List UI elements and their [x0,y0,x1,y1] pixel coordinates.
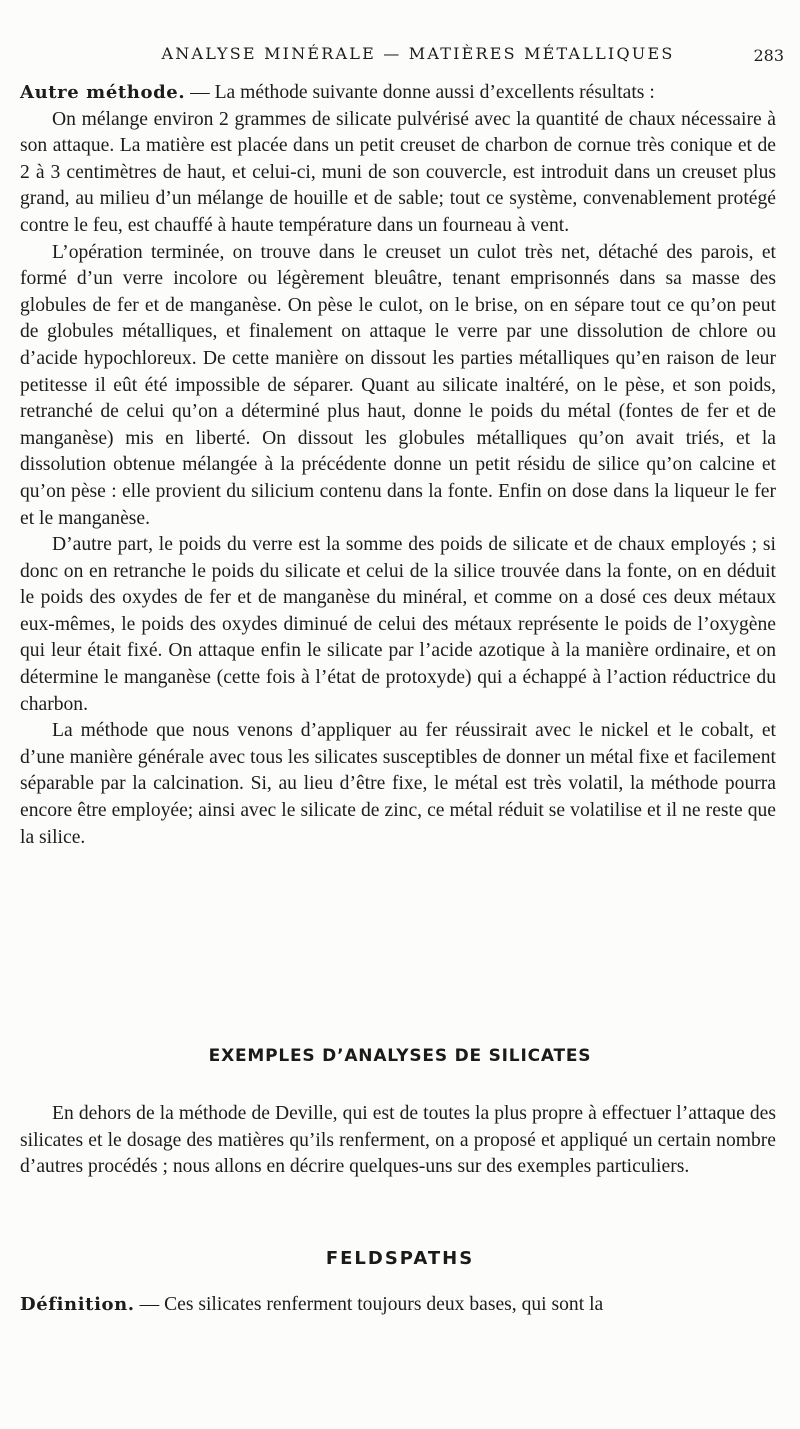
section-autre-methode [20,80,776,851]
section-heading-exemples: EXEMPLES D’ANALYSES DE SILICATES [208,1046,592,1066]
run-in-heading: Définition. [20,1294,135,1315]
section-heading-feldspaths: FELDSPATHS [325,1248,475,1269]
page-number: 283 [753,46,784,65]
section-feldspaths [20,1292,776,1319]
running-title: ANALYSE MINÉRALE — MATIÈRES MÉTALLIQUES [161,44,675,63]
paragraph [20,80,776,107]
paragraph: L’opération terminée, on trouve dans le creuset un culot très net, détaché des parois, et formé d’un verre incolore ou légèrement bleuâtre, tenant emprisonnés dans sa masse des globules de fer et de manganèse. On pèse le culot, on le brise, on en sépare tout ce qu’on peut de globules métalliques, et finalement on attaque le verre par une dissolution de chlore ou d’acide hypochloreux. De cette manière on dissout les parties métalliques qu’en raison de leur petitesse il eût été impossible de séparer. Quant au silicate inaltéré, on le pèse, et son poids, retranché de celui qu’on a déterminé plus haut, donne le poids du métal (fontes de fer et de manganèse) mis en liberté. On dissout les globules métalliques qu’on avait triés, et la dissolution obtenue mélangée à la précédente donne un petit résidu de silice qu’on calcine et qu’on pèse : elle provient du silicium contenu dans la fonte. Enfin on dose dans la liqueur le fer et le manganèse. [20,241,776,529]
paragraph [20,1292,776,1319]
paragraph-text: — Ces silicates renferment toujours deux bases, qui sont la [134,1294,604,1315]
paragraph: La méthode que nous venons d’appliquer au fer réussirait avec le nickel et le cobalt, et d’une manière générale avec tous les silicates susceptibles de donner un métal fixe et facilement séparable par la calcination. Si, au lieu d’être fixe, le métal est très volatil, la méthode pourra encore être employée; ainsi avec le silicate de zinc, ce métal réduit se volatilise et il ne reste que la silice. [20,720,776,848]
paragraph-text: — La méthode suivante donne aussi d’excellents résultats : [185,82,655,103]
section-exemples [20,1101,776,1181]
run-in-heading: Autre méthode. [20,82,186,103]
running-head [20,42,784,70]
paragraph: On mélange environ 2 grammes de silicate pulvérisé avec la quantité de chaux nécessaire à son attaque. La matière est placée dans un petit creuset de charbon de cornue très conique et de 2 à 3 centimètres de haut, et celui-ci, muni de son couvercle, est introduit dans un creuset plus grand, au milieu d’un mélange de houille et de sable; tout ce système, convenablement protégé contre le feu, est chauffé à haute température dans un fourneau à vent. [20,108,776,236]
paragraph: D’autre part, le poids du verre est la somme des poids de silicate et de chaux employés ; si donc on en retranche le poids du silicate et celui de la silice trouvée dans la fonte, on en déduit le poids des oxydes de fer et de manganèse du minéral, et comme on a dosé ces deux métaux eux-mêmes, le poids des oxydes diminué de celui des métaux représente le poids de l’oxygène qui leur était fixé. On attaque enfin le silicate par l’acide azotique à la manière ordinaire, et on détermine le manganèse (cette fois à l’état de protoxyde) qui a échappé à l’action réductrice du charbon. [20,534,776,715]
paragraph: En dehors de la méthode de Deville, qui est de toutes la plus propre à effectuer l’attaque des silicates et le dosage des matières qu’ils renferment, on a proposé et appliqué un certain nombre d’autres procédés ; nous allons en décrire quelques-uns sur des exemples particuliers. [20,1103,776,1178]
